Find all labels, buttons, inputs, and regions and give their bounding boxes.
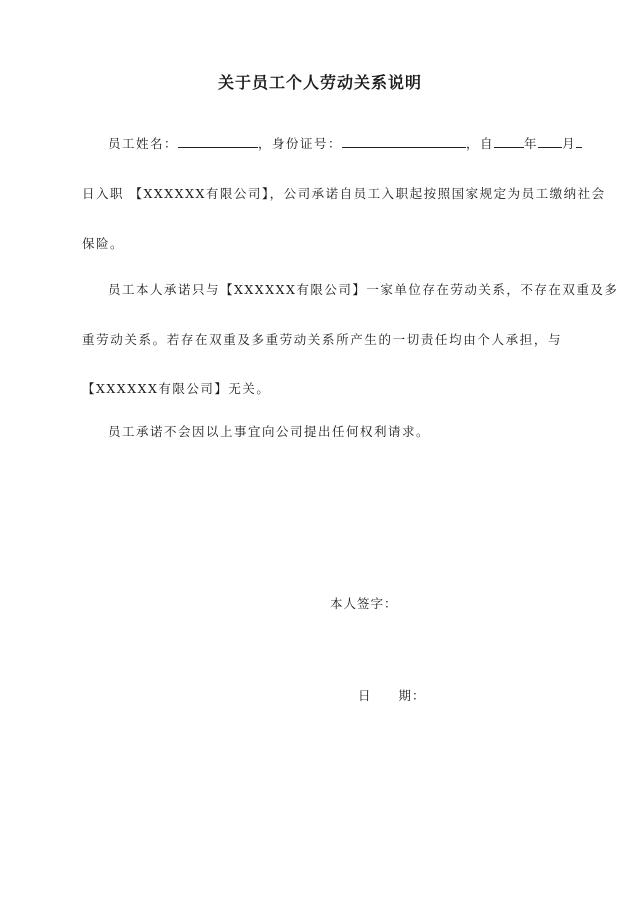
name-field[interactable] [178, 135, 258, 148]
id-number-field[interactable] [342, 135, 466, 148]
para1-line3: 保险。 [82, 236, 125, 251]
day-field[interactable] [576, 135, 582, 148]
para3-line: 员工承诺不会因以上事宜向公司提出任何权利请求。 [108, 424, 431, 439]
from-label: ，自 [466, 136, 495, 151]
month-field[interactable] [538, 135, 562, 148]
id-label: ，身份证号： [258, 136, 343, 151]
employee-info-line [108, 134, 577, 152]
para1-line2: 日入职 【XXXXXX有限公司】，公司承诺自员工入职起按照国家规定为员工缴纳社会 [82, 186, 606, 201]
year-field[interactable] [494, 135, 524, 148]
para2-line2: 重劳动关系。若存在双重及多重劳动关系所产生的一切责任均由个人承担，与 [82, 332, 562, 347]
month-label: 月 [562, 136, 577, 151]
signature-label: 本人签字： [330, 596, 398, 611]
year-label: 年 [524, 136, 539, 151]
name-label: 员工姓名： [108, 136, 179, 151]
para2-line3: 【XXXXXX有限公司】无关。 [82, 381, 271, 396]
para2-line1: 员工本人承诺只与【XXXXXX有限公司】一家单位存在劳动关系，不存在双重及多 [108, 282, 619, 297]
document-title: 关于员工个人劳动关系说明 [217, 73, 422, 92]
date-label: 日 期： [358, 688, 426, 703]
